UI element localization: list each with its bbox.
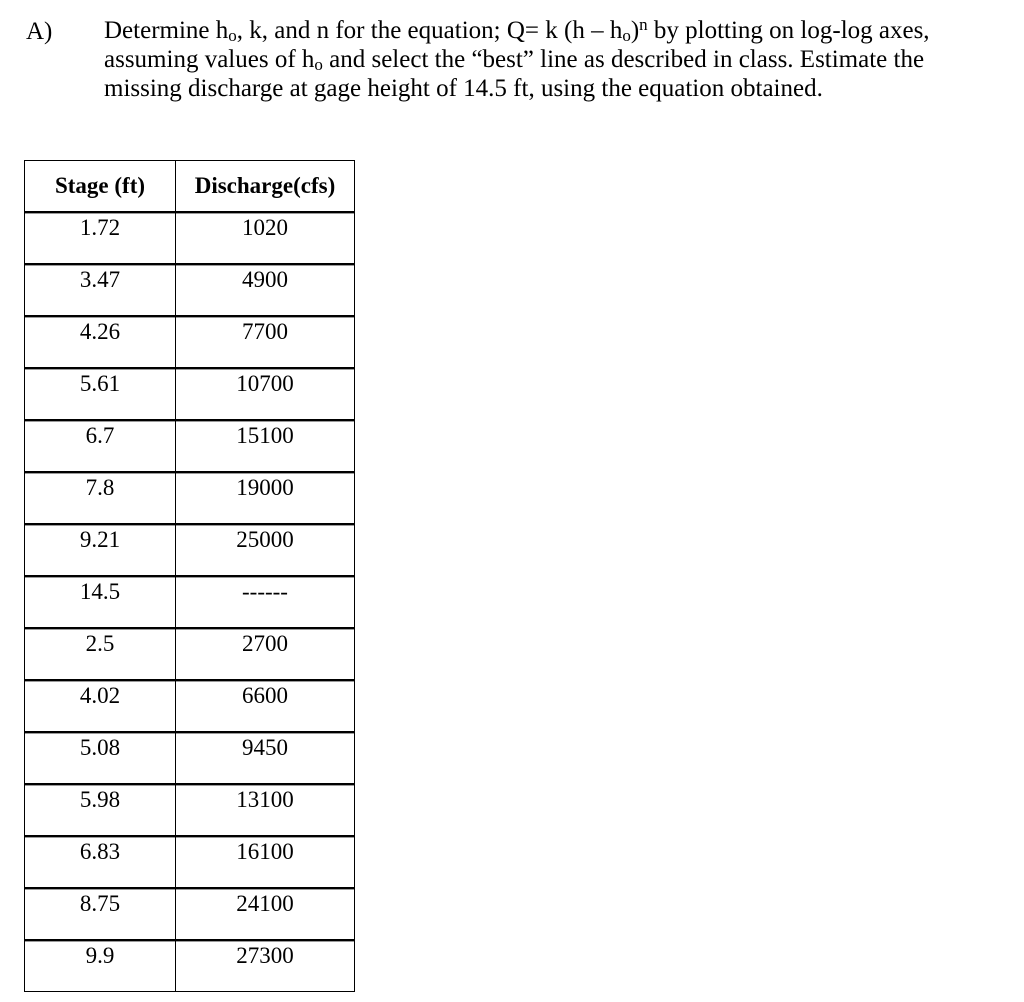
stage-cell: 6.83 <box>25 836 176 888</box>
stage-cell: 2.5 <box>25 628 176 680</box>
stage-cell: 5.61 <box>25 368 176 420</box>
stage-cell: 5.98 <box>25 784 176 836</box>
discharge-cell: 19000 <box>176 472 355 524</box>
header-stage: Stage (ft) <box>25 161 176 213</box>
discharge-cell: 1020 <box>176 212 355 264</box>
table-row <box>25 784 355 836</box>
question-line-1: Determine $h_o$, k, and n for the equation; Q= k $(h - h_o)^n$ by plotting on log-log axes, <box>104 15 930 45</box>
table-body <box>25 212 355 992</box>
table-row <box>25 420 355 472</box>
table-row <box>25 472 355 524</box>
table-row <box>25 316 355 368</box>
header-discharge: Discharge(cfs) <box>176 161 355 213</box>
table-row <box>25 368 355 420</box>
discharge-cell: 25000 <box>176 524 355 576</box>
discharge-cell: 24100 <box>176 888 355 940</box>
stage-cell: 4.02 <box>25 680 176 732</box>
discharge-cell: 10700 <box>176 368 355 420</box>
discharge-cell: 9450 <box>176 732 355 784</box>
discharge-cell: 6600 <box>176 680 355 732</box>
stage-cell: 14.5 <box>25 576 176 628</box>
stage-cell: 7.8 <box>25 472 176 524</box>
stage-cell: 9.21 <box>25 524 176 576</box>
table-row <box>25 264 355 316</box>
discharge-cell: 27300 <box>176 940 355 992</box>
discharge-cell: 2700 <box>176 628 355 680</box>
stage-cell: 6.7 <box>25 420 176 472</box>
stage-cell: 1.72 <box>25 212 176 264</box>
discharge-cell: ------ <box>176 576 355 628</box>
stage-cell: 9.9 <box>25 940 176 992</box>
discharge-cell: 13100 <box>176 784 355 836</box>
table-row <box>25 212 355 264</box>
table-row <box>25 732 355 784</box>
discharge-cell: 4900 <box>176 264 355 316</box>
question-line-3: missing discharge at gage height of 14.5 ft, using the equation obtained. <box>104 75 823 102</box>
stage-discharge-table <box>24 160 355 992</box>
table-row <box>25 628 355 680</box>
question-text <box>104 16 1004 103</box>
table-row <box>25 680 355 732</box>
table-row <box>25 576 355 628</box>
table-row <box>25 888 355 940</box>
table-header-row <box>25 161 355 213</box>
discharge-cell: 16100 <box>176 836 355 888</box>
stage-cell: 8.75 <box>25 888 176 940</box>
discharge-cell: 7700 <box>176 316 355 368</box>
stage-cell: 3.47 <box>25 264 176 316</box>
table-row <box>25 836 355 888</box>
stage-cell: 4.26 <box>25 316 176 368</box>
question-label: A) <box>26 18 53 45</box>
discharge-cell: 15100 <box>176 420 355 472</box>
table-row <box>25 524 355 576</box>
stage-cell: 5.08 <box>25 732 176 784</box>
question-line-2: assuming values of $h_o$ and select the “best” line as described in class. Estimate the <box>104 46 925 74</box>
table-row <box>25 940 355 992</box>
